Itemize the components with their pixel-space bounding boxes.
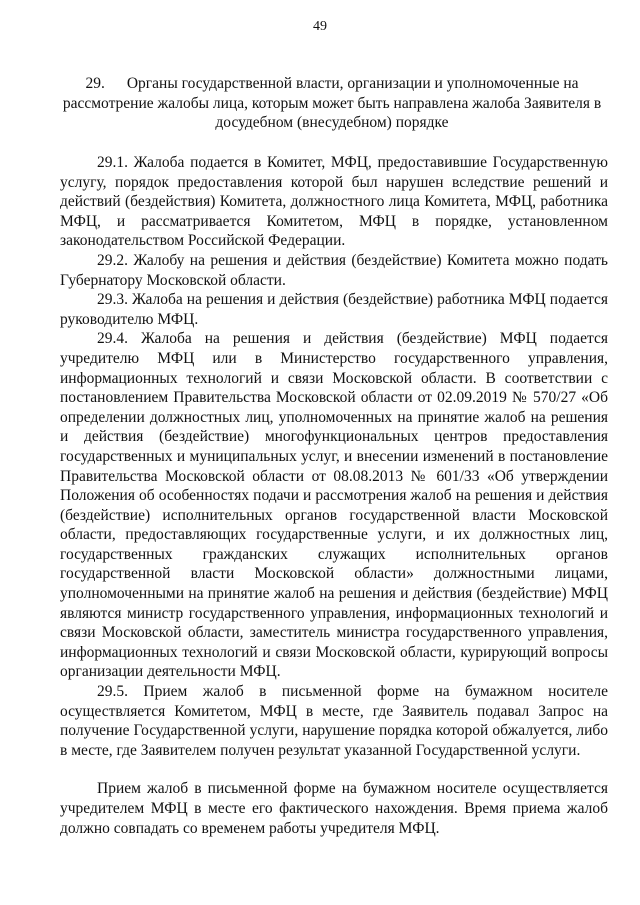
paragraph-29-3: 29.3. Жалоба на решения и действия (бездействие) работника МФЦ подается руководителю МФЦ. <box>60 291 608 328</box>
page-number: 49 <box>313 19 327 34</box>
document-body <box>60 153 608 838</box>
section-title: Органы государственной власти, организации и уполномоченные на рассмотрение жалобы лица, которым может быть направлена жалоба Заявителя в досудебном (внесудебном) порядке <box>62 75 602 131</box>
paragraph-29-4: 29.4. Жалоба на решения и действия (бездействие) МФЦ подается учредителю МФЦ или в Министерство государственного управления, информационных технологий и связи Московской области. В соответствии с постановлением Правительства Московской области от 02.09.2019 № 570/27 «Об определении должностных лиц, уполномоченных на принятие жалоб на решения и действия (бездействие) многофункциональных центров предоставления государственных и муниципальных услуг, и внесении изменений в постановление Правительства Московской области от 08.08.2013 № 601/33 «Об утверждении Положения об особенностях подачи и рассмотрения жалоб на решения и действия (бездействие) исполнительных органов государственной власти Московской области, предоставляющих государственные услуги, и их должностных лиц, государственных гражданских служащих исполнительных органов государственной власти Московской области» должностными лицами, уполномоченными на принятие жалоб на решения и действия (бездействие) МФЦ являются министр государственного управления, информационных технологий и связи Московской области, заместитель министра государственного управления, информационных технологий и связи Московской области, курирующий вопросы организации деятельности МФЦ. <box>60 330 608 681</box>
paragraph-29-2: 29.2. Жалобу на решения и действия (бездействие) Комитета можно подать Губернатору Московской области. <box>60 251 608 289</box>
paragraph-29-1: 29.1. Жалоба подается в Комитет, МФЦ, предоставившие Государственную услугу, порядок предоставления которой был нарушен вследствие решений и действий (бездействия) Комитета, должностного лица Комитета, МФЦ, работника МФЦ, и рассматривается Комитетом, МФЦ в порядке, установленном законодательством Российской Федерации. <box>60 154 608 250</box>
section-heading <box>60 74 604 133</box>
paragraph-reception: Прием жалоб в письменной форме на бумажном носителе осуществляется учредителем МФЦ в месте его фактического нахождения. Время приема жалоб должно совпадать со временем работы учредителя МФЦ. <box>60 780 608 837</box>
section-number: 29. <box>85 75 105 92</box>
paragraph-29-5: 29.5. Прием жалоб в письменной форме на бумажном носителе осуществляется Комитетом, МФЦ в месте, где Заявитель подавал Запрос на получение Государственной услуги, нарушение порядка которой обжалуется, либо в месте, где Заявителем получен результат указанной Государственной услуги. <box>60 683 608 759</box>
